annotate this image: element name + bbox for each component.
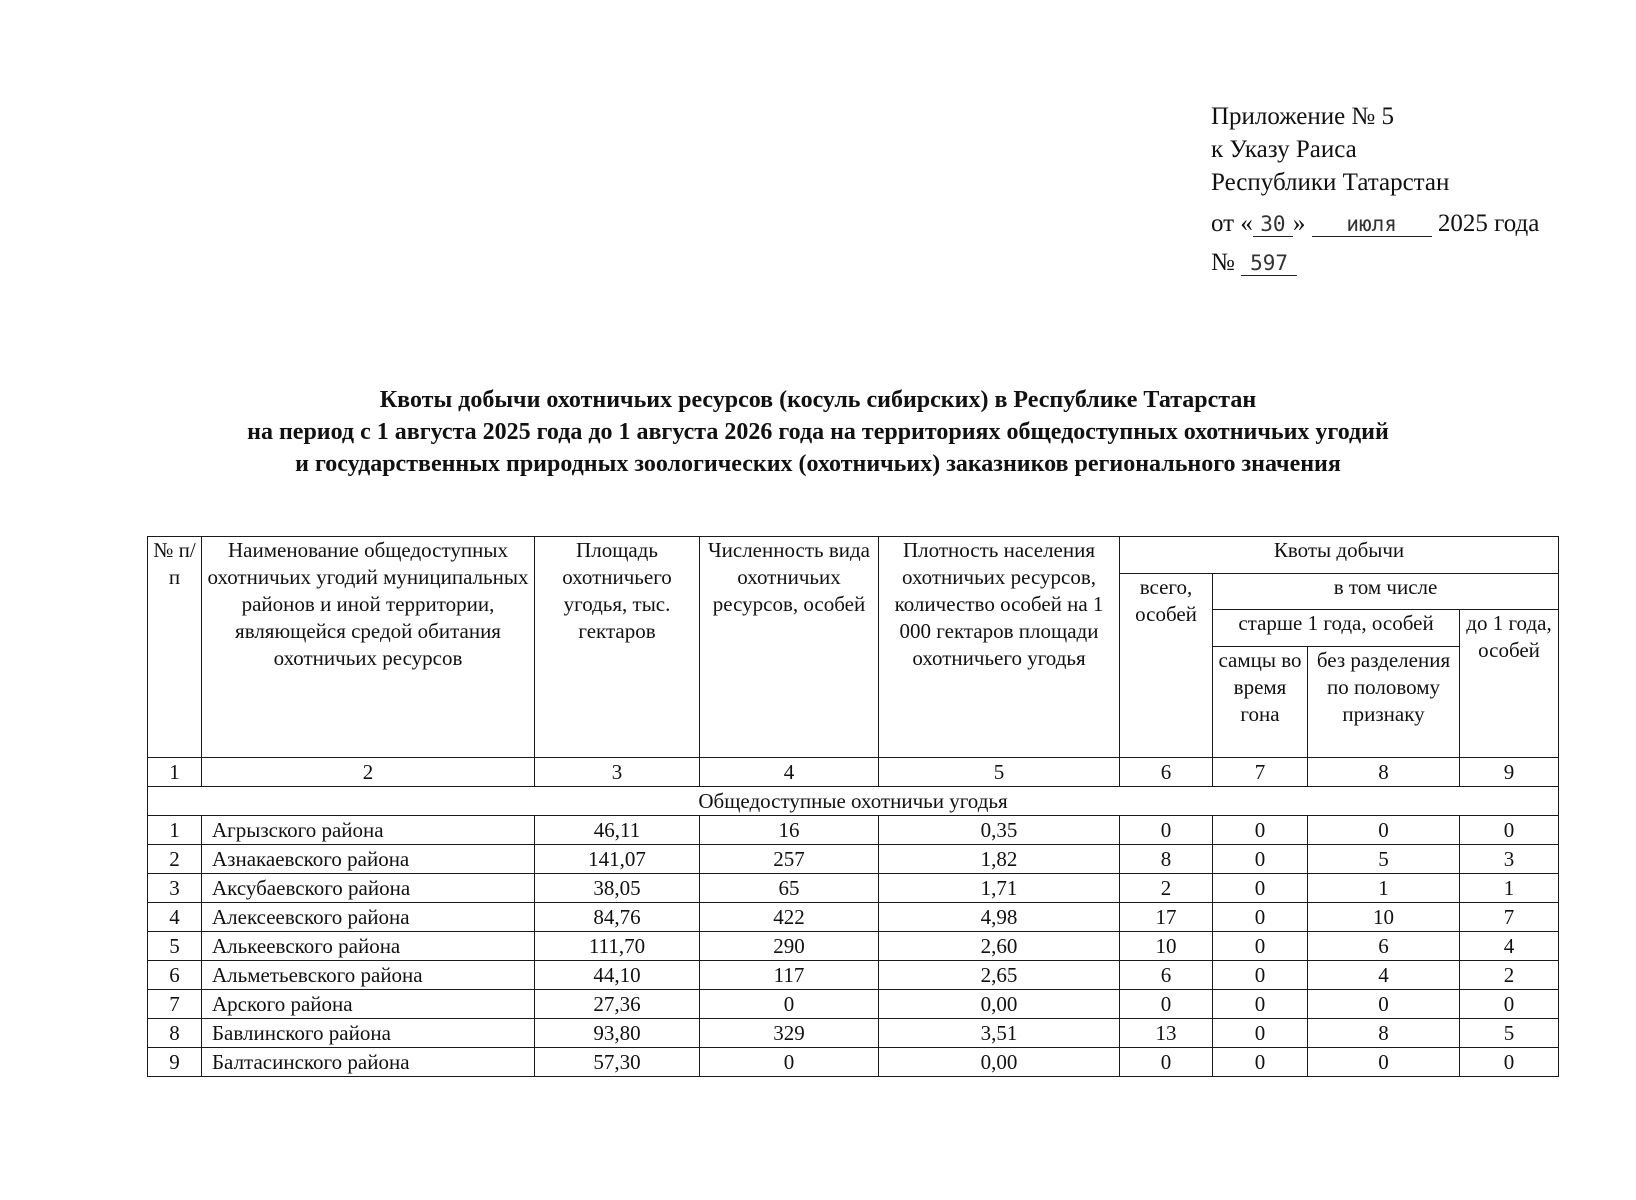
cell-under: 1: [1460, 874, 1559, 903]
appendix-line-1: Приложение № 5: [1211, 103, 1395, 130]
cell-area: 46,11: [535, 816, 700, 845]
table-row: [148, 845, 1559, 874]
cell-count: 0: [700, 1048, 879, 1077]
cell-total: 6: [1120, 961, 1213, 990]
cell-num: 7: [148, 990, 202, 1019]
cell-name: Азнакаевского района: [202, 845, 535, 874]
cell-under: 2: [1460, 961, 1559, 990]
column-number-cell: 7: [1213, 758, 1308, 787]
cell-area: 38,05: [535, 874, 700, 903]
cell-nosex: 6: [1308, 932, 1460, 961]
column-number-cell: 3: [535, 758, 700, 787]
column-number-cell: 8: [1308, 758, 1460, 787]
number-prefix: №: [1211, 249, 1235, 276]
header-name: Наименование общедоступных охотничьих угодий муниципальных районов и иной территории, являющейся средой обитания охотничьих ресурсов: [202, 537, 535, 758]
cell-total: 8: [1120, 845, 1213, 874]
table-row: [148, 903, 1559, 932]
cell-males: 0: [1213, 1019, 1308, 1048]
cell-count: 329: [700, 1019, 879, 1048]
header-total: всего, особей: [1120, 574, 1213, 758]
column-number-cell: 1: [148, 758, 202, 787]
table-row: [148, 1048, 1559, 1077]
cell-num: 4: [148, 903, 202, 932]
cell-density: 2,60: [879, 932, 1120, 961]
header-quotas: Квоты добычи: [1120, 537, 1559, 574]
cell-name: Бавлинского района: [202, 1019, 535, 1048]
cell-total: 13: [1120, 1019, 1213, 1048]
cell-num: 2: [148, 845, 202, 874]
cell-density: 0,00: [879, 1048, 1120, 1077]
cell-density: 0,00: [879, 990, 1120, 1019]
section-row: [148, 787, 1559, 816]
header-count: Численность вида охотничьих ресурсов, особей: [700, 537, 879, 758]
cell-males: 0: [1213, 845, 1308, 874]
table-row: [148, 816, 1559, 845]
table-body: [148, 758, 1559, 1077]
title-line-2: на период с 1 августа 2025 года до 1 августа 2026 года на территориях общедоступных охотничьих угодий: [247, 419, 1389, 445]
cell-total: 10: [1120, 932, 1213, 961]
cell-name: Алексеевского района: [202, 903, 535, 932]
cell-males: 0: [1213, 1048, 1308, 1077]
cell-density: 0,35: [879, 816, 1120, 845]
title-line-3: и государственных природных зоологических (охотничьих) заказников регионального значения: [295, 451, 1341, 477]
cell-under: 4: [1460, 932, 1559, 961]
appendix-number: [1211, 246, 1539, 279]
cell-name: Арского района: [202, 990, 535, 1019]
cell-under: 0: [1460, 816, 1559, 845]
cell-num: 9: [148, 1048, 202, 1077]
cell-name: Балтасинского района: [202, 1048, 535, 1077]
cell-area: 44,10: [535, 961, 700, 990]
date-suffix: 2025 года: [1437, 210, 1540, 237]
cell-name: Альметьевского района: [202, 961, 535, 990]
cell-area: 141,07: [535, 845, 700, 874]
cell-name: Алькеевского района: [202, 932, 535, 961]
cell-area: 111,70: [535, 932, 700, 961]
header-including: в том числе: [1213, 574, 1559, 610]
cell-males: 0: [1213, 990, 1308, 1019]
appendix-line-2: к Указу Раиса: [1211, 136, 1357, 163]
cell-num: 3: [148, 874, 202, 903]
appendix-date: [1211, 207, 1539, 240]
column-numbers-row: [148, 758, 1559, 787]
cell-num: 5: [148, 932, 202, 961]
cell-count: 117: [700, 961, 879, 990]
cell-count: 290: [700, 932, 879, 961]
date-month: июля: [1312, 212, 1432, 237]
cell-density: 1,71: [879, 874, 1120, 903]
cell-num: 8: [148, 1019, 202, 1048]
table-row: [148, 961, 1559, 990]
cell-nosex: 0: [1308, 990, 1460, 1019]
document-title: [0, 384, 1636, 480]
cell-area: 27,36: [535, 990, 700, 1019]
cell-count: 0: [700, 990, 879, 1019]
date-day: 30: [1253, 212, 1293, 237]
cell-num: 6: [148, 961, 202, 990]
cell-under: 5: [1460, 1019, 1559, 1048]
cell-count: 257: [700, 845, 879, 874]
cell-density: 4,98: [879, 903, 1120, 932]
date-prefix: от «: [1211, 210, 1253, 237]
cell-num: 1: [148, 816, 202, 845]
column-number-cell: 9: [1460, 758, 1559, 787]
column-number-cell: 5: [879, 758, 1120, 787]
column-number-cell: 4: [700, 758, 879, 787]
cell-name: Агрызского района: [202, 816, 535, 845]
section-title: Общедоступные охотничьи угодья: [148, 787, 1559, 816]
cell-under: 3: [1460, 845, 1559, 874]
cell-count: 16: [700, 816, 879, 845]
header-older: старше 1 года, особей: [1213, 610, 1460, 647]
table-row: [148, 874, 1559, 903]
cell-nosex: 0: [1308, 1048, 1460, 1077]
cell-density: 1,82: [879, 845, 1120, 874]
header-area: Площадь охотничьего угодья, тыс. гектаров: [535, 537, 700, 758]
cell-count: 422: [700, 903, 879, 932]
cell-males: 0: [1213, 816, 1308, 845]
cell-total: 0: [1120, 816, 1213, 845]
cell-count: 65: [700, 874, 879, 903]
cell-total: 0: [1120, 1048, 1213, 1077]
cell-area: 57,30: [535, 1048, 700, 1077]
cell-nosex: 4: [1308, 961, 1460, 990]
cell-males: 0: [1213, 903, 1308, 932]
header-num: № п/п: [148, 537, 202, 758]
header-density: Плотность населения охотничьих ресурсов, количество особей на 1 000 гектаров площади охотничьего угодья: [879, 537, 1120, 758]
cell-males: 0: [1213, 932, 1308, 961]
cell-name: Аксубаевского района: [202, 874, 535, 903]
header-under: до 1 года, особей: [1460, 610, 1559, 758]
cell-density: 2,65: [879, 961, 1120, 990]
cell-total: 0: [1120, 990, 1213, 1019]
cell-under: 0: [1460, 1048, 1559, 1077]
title-line-1: Квоты добычи охотничьих ресурсов (косуль сибирских) в Республике Татарстан: [379, 387, 1257, 413]
cell-nosex: 0: [1308, 816, 1460, 845]
appendix-block: [1211, 100, 1539, 279]
quota-table: [147, 536, 1559, 1077]
column-number-cell: 2: [202, 758, 535, 787]
cell-nosex: 1: [1308, 874, 1460, 903]
header-males: самцы во время гона: [1213, 647, 1308, 758]
cell-total: 2: [1120, 874, 1213, 903]
cell-density: 3,51: [879, 1019, 1120, 1048]
cell-nosex: 10: [1308, 903, 1460, 932]
date-mid: »: [1292, 210, 1306, 237]
table-row: [148, 1019, 1559, 1048]
cell-under: 0: [1460, 990, 1559, 1019]
appendix-line-3: Республики Татарстан: [1211, 169, 1450, 196]
header-nosex: без разделения по половому признаку: [1308, 647, 1460, 758]
cell-nosex: 5: [1308, 845, 1460, 874]
cell-under: 7: [1460, 903, 1559, 932]
cell-area: 93,80: [535, 1019, 700, 1048]
cell-males: 0: [1213, 961, 1308, 990]
cell-total: 17: [1120, 903, 1213, 932]
cell-nosex: 8: [1308, 1019, 1460, 1048]
number-value: 597: [1241, 251, 1297, 276]
table-row: [148, 990, 1559, 1019]
cell-males: 0: [1213, 874, 1308, 903]
table-header: [148, 537, 1559, 758]
table-row: [148, 932, 1559, 961]
cell-area: 84,76: [535, 903, 700, 932]
column-number-cell: 6: [1120, 758, 1213, 787]
